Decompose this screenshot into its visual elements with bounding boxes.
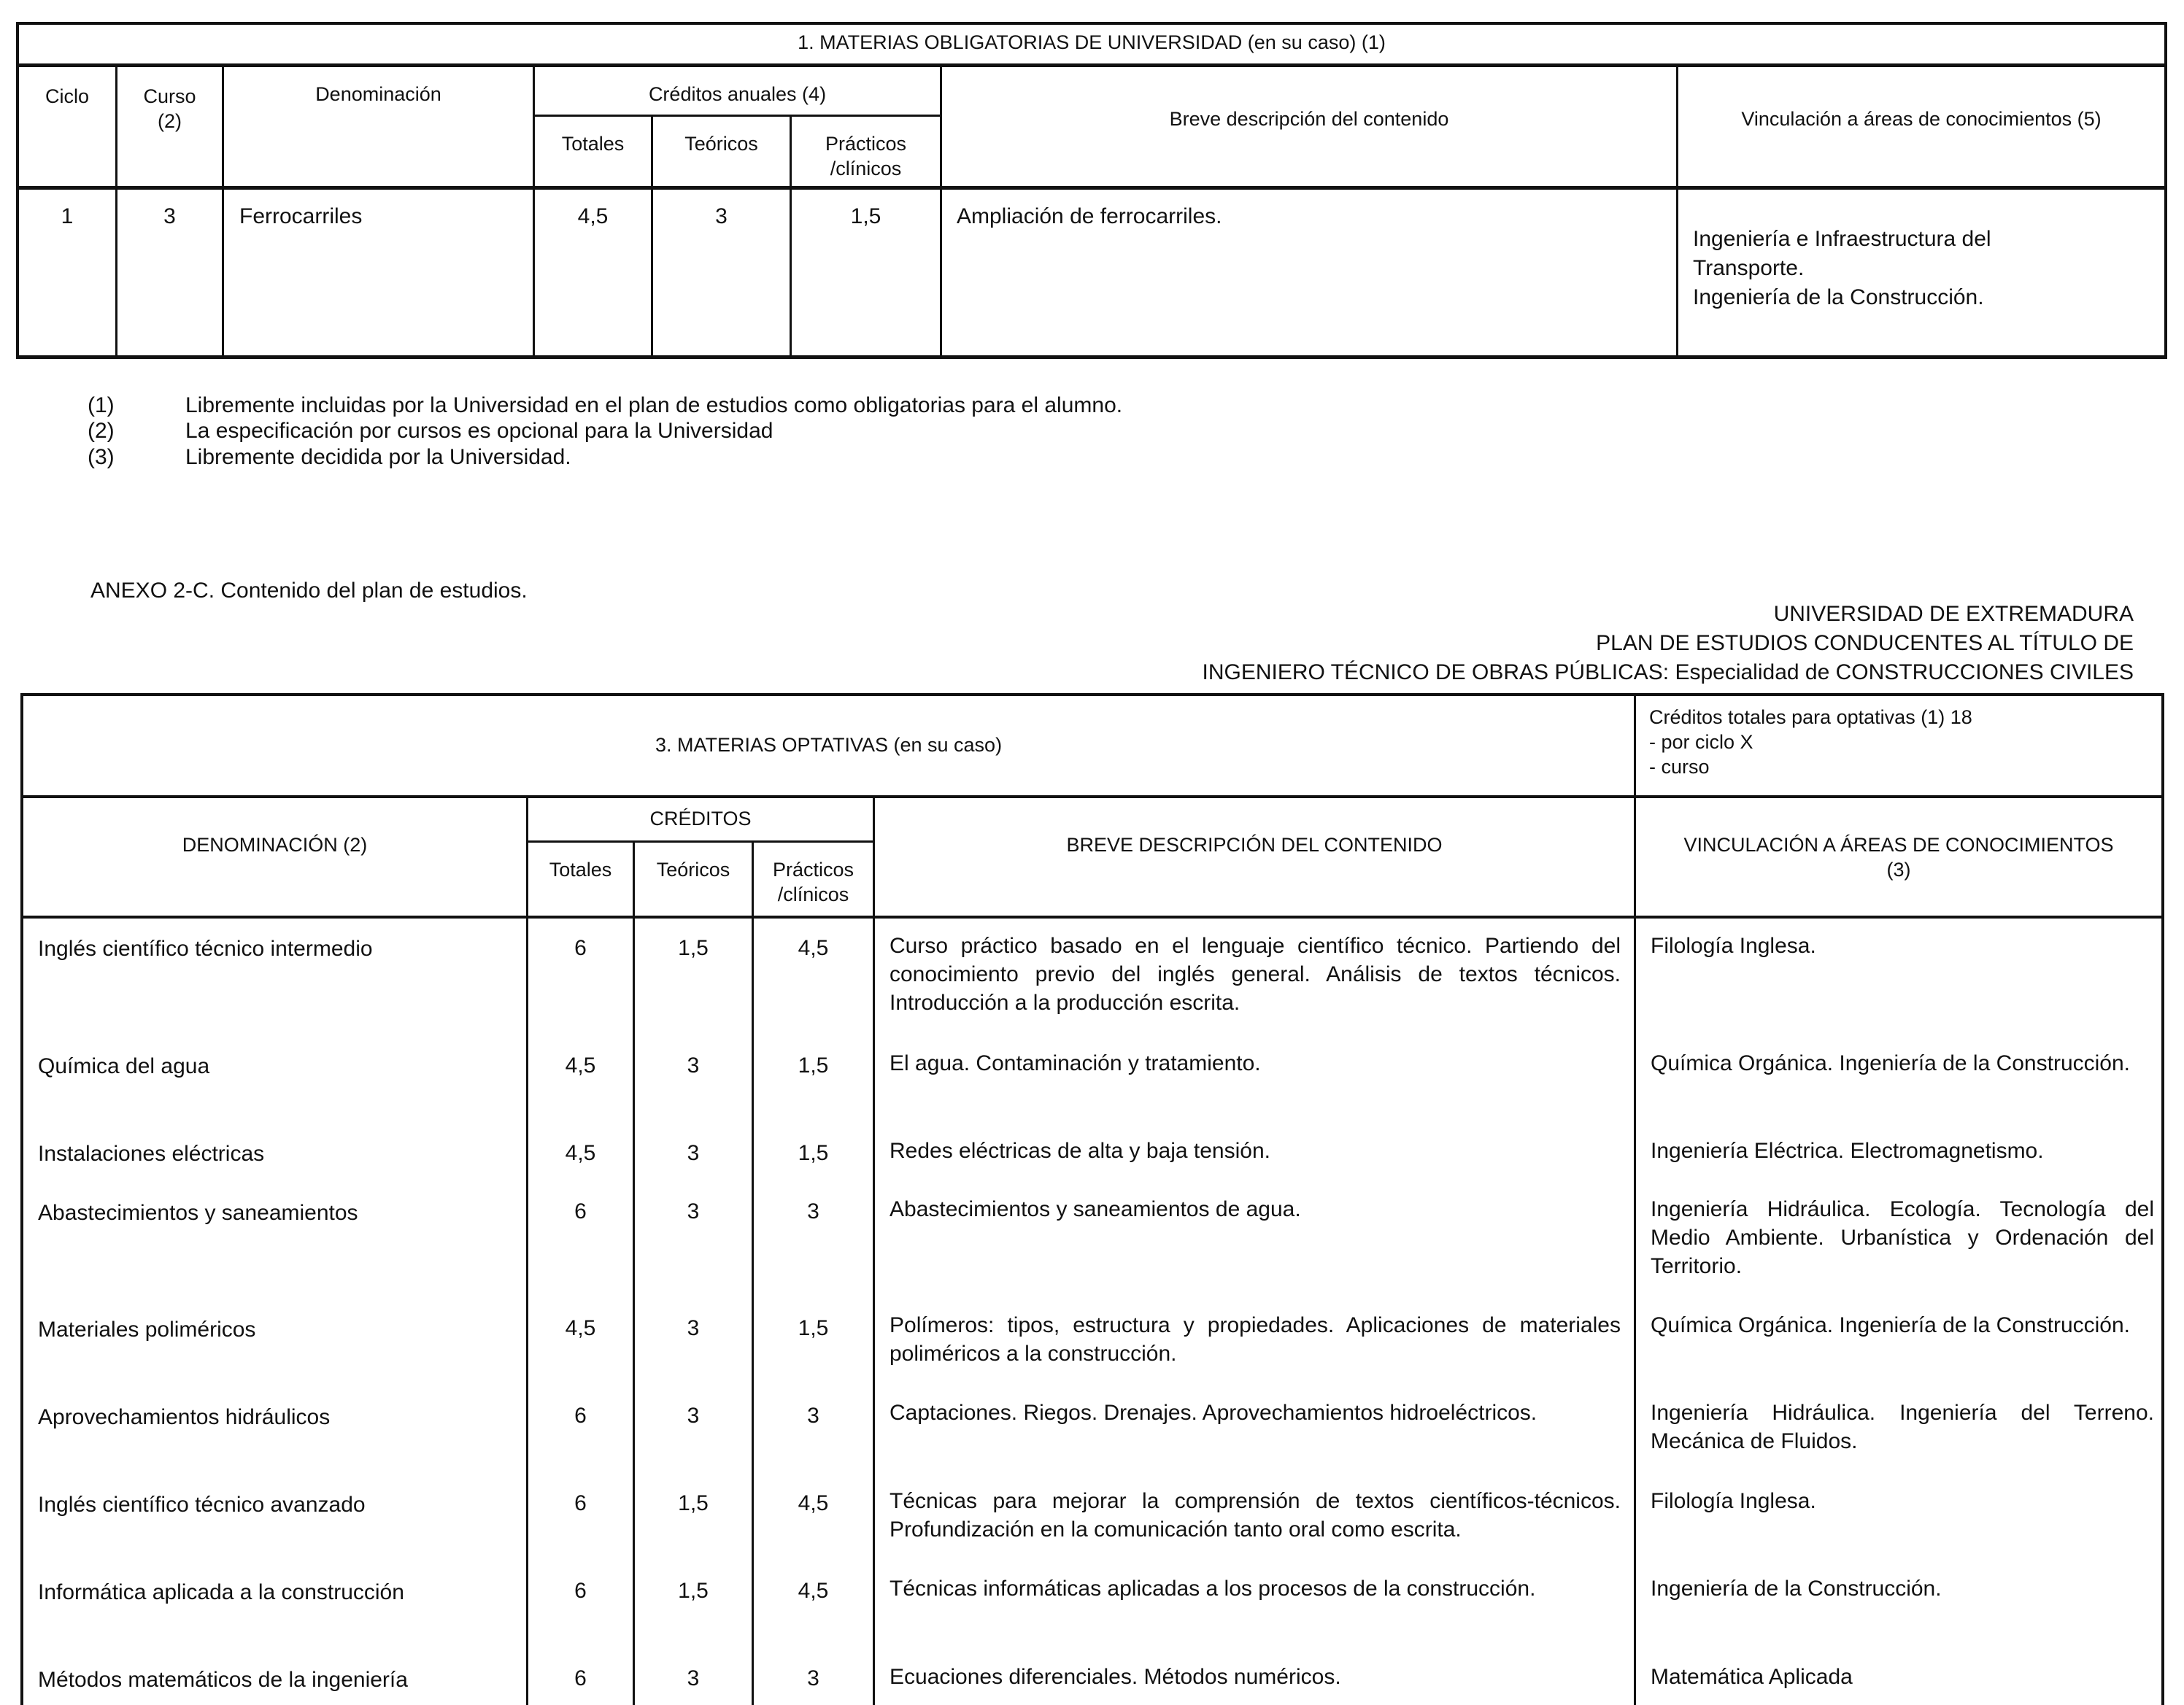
header-line: INGENIERO TÉCNICO DE OBRAS PÚBLICAS: Especialidad de CONSTRUCCIONES CIVILES bbox=[1202, 660, 2134, 684]
table-row-descripcion: Polímeros: tipos, estructura y propiedades. Aplicaciones de materiales poliméricos a la construcción. bbox=[890, 1313, 1621, 1366]
header-practicos-2: /clínicos bbox=[830, 158, 902, 179]
table-row-totales: 6 bbox=[574, 1199, 587, 1223]
table-row-vinculacion: Filología Inglesa. bbox=[1651, 1489, 1816, 1513]
table-row-teoricos: 3 bbox=[687, 1666, 700, 1690]
table-row-practicos: 4,5 bbox=[798, 936, 829, 960]
row-vinculacion-2: Transporte. bbox=[1693, 256, 1805, 280]
table-row-denominacion: Química del agua bbox=[38, 1054, 210, 1078]
row-vinculacion-1: Ingeniería e Infraestructura del bbox=[1693, 227, 1991, 251]
table-row-practicos: 4,5 bbox=[798, 1579, 829, 1603]
table-row-totales: 6 bbox=[574, 1404, 587, 1428]
header-ciclo: Ciclo bbox=[45, 85, 89, 107]
table-row-denominacion: Informática aplicada a la construcción bbox=[38, 1580, 404, 1604]
header-descripcion: Breve descripción del contenido bbox=[1169, 108, 1449, 130]
header-creditos: Créditos anuales (4) bbox=[648, 83, 827, 105]
table-row-vinculacion: Química Orgánica. Ingeniería de la Construcción. bbox=[1651, 1313, 2130, 1337]
table-row-denominacion: Aprovechamientos hidráulicos bbox=[38, 1405, 331, 1429]
footnote-num: (2) bbox=[88, 419, 115, 443]
annex-title: ANEXO 2-C. Contenido del plan de estudios. bbox=[90, 579, 528, 603]
table-row-totales: 6 bbox=[574, 1491, 587, 1515]
table-row-teoricos: 1,5 bbox=[678, 936, 709, 960]
document-header bbox=[1203, 600, 2134, 687]
table-row-teoricos: 3 bbox=[687, 1404, 700, 1428]
table-row-teoricos: 3 bbox=[687, 1316, 700, 1340]
header-vinculacion: VINCULACIÓN A ÁREAS DE CONOCIMIENTOS bbox=[1683, 834, 2114, 856]
table-row-teoricos: 3 bbox=[687, 1053, 700, 1078]
table-row-denominacion: Abastecimientos y saneamientos bbox=[38, 1201, 358, 1225]
header-descripcion: BREVE DESCRIPCIÓN DEL CONTENIDO bbox=[1066, 834, 1443, 856]
table-row-teoricos: 3 bbox=[687, 1199, 700, 1223]
creditos-curso: - curso bbox=[1649, 756, 1710, 778]
table-row-totales: 4,5 bbox=[565, 1316, 596, 1340]
table-row-denominacion: Materiales poliméricos bbox=[38, 1318, 256, 1342]
header-vinculacion-note: (3) bbox=[1886, 859, 1911, 881]
table-row-descripcion: Técnicas informáticas aplicadas a los procesos de la construcción. bbox=[890, 1577, 1536, 1601]
footnote-num: (1) bbox=[88, 393, 115, 417]
header-vinculacion: Vinculación a áreas de conocimientos (5) bbox=[1741, 108, 2102, 130]
footnote-text: Libremente incluidas por la Universidad en el plan de estudios como obligatorias para el alumno. bbox=[185, 393, 1123, 417]
creditos-por-ciclo: - por ciclo X bbox=[1649, 731, 1753, 753]
row-practicos: 1,5 bbox=[850, 204, 881, 228]
header-denominacion: DENOMINACIÓN (2) bbox=[182, 834, 368, 856]
header-totales: Totales bbox=[549, 859, 612, 881]
row-teoricos: 3 bbox=[715, 204, 728, 228]
header-practicos-2: /clínicos bbox=[777, 884, 849, 905]
table-row-teoricos: 1,5 bbox=[678, 1579, 709, 1603]
header-creditos: CRÉDITOS bbox=[649, 808, 752, 830]
header-line: PLAN DE ESTUDIOS CONDUCENTES AL TÍTULO DE bbox=[1596, 631, 2134, 655]
header-line: UNIVERSIDAD DE EXTREMADURA bbox=[1773, 602, 2134, 626]
table-row-vinculacion: Ingeniería Eléctrica. Electromagnetismo. bbox=[1651, 1139, 2044, 1163]
table-row-descripcion: Redes eléctricas de alta y baja tensión. bbox=[890, 1139, 1270, 1163]
footnote-text: Libremente decidida por la Universidad. bbox=[185, 445, 571, 469]
row-denominacion: Ferrocarriles bbox=[239, 204, 363, 228]
table-row-denominacion: Instalaciones eléctricas bbox=[38, 1142, 265, 1166]
table-row-vinculacion: Ingeniería Hidráulica. Ingeniería del Terreno. Mecánica de Fluidos. bbox=[1651, 1401, 2154, 1453]
header-totales: Totales bbox=[561, 133, 625, 155]
footnote-text: La especificación por cursos es opcional para la Universidad bbox=[185, 419, 773, 443]
row-vinculacion-3: Ingeniería de la Construcción. bbox=[1693, 285, 1984, 309]
table-row-descripcion: El agua. Contaminación y tratamiento. bbox=[890, 1051, 1261, 1075]
table-row-vinculacion: Ingeniería de la Construcción. bbox=[1651, 1577, 1942, 1601]
creditos-totales: Créditos totales para optativas (1) 18 bbox=[1649, 706, 1972, 728]
header-curso: Curso bbox=[143, 85, 196, 107]
header-curso-note: (2) bbox=[158, 110, 182, 132]
header-teoricos: Teóricos bbox=[684, 133, 758, 155]
table-row-denominacion: Inglés científico técnico avanzado bbox=[38, 1493, 366, 1517]
table-row-descripcion: Abastecimientos y saneamientos de agua. bbox=[890, 1197, 1301, 1221]
table-row-totales: 4,5 bbox=[565, 1141, 596, 1165]
table-row-practicos: 3 bbox=[807, 1666, 819, 1690]
table-row-practicos: 4,5 bbox=[798, 1491, 829, 1515]
table-row-vinculacion: Ingeniería Hidráulica. Ecología. Tecnología del Medio Ambiente. Urbanística y Ordenación del Territorio. bbox=[1651, 1197, 2154, 1278]
header-teoricos: Teóricos bbox=[656, 859, 730, 881]
table-row-practicos: 1,5 bbox=[798, 1141, 829, 1165]
row-totales: 4,5 bbox=[577, 204, 609, 228]
table-row-descripcion: Captaciones. Riegos. Drenajes. Aprovechamientos hidroeléctricos. bbox=[890, 1401, 1537, 1425]
row-descripcion: Ampliación de ferrocarriles. bbox=[957, 204, 1222, 228]
table-row-teoricos: 1,5 bbox=[678, 1491, 709, 1515]
table-row-denominacion: Métodos matemáticos de la ingeniería bbox=[38, 1668, 408, 1692]
table-row-totales: 6 bbox=[574, 1579, 587, 1603]
table-row-denominacion: Inglés científico técnico intermedio bbox=[38, 937, 373, 961]
header-denominacion: Denominación bbox=[315, 83, 441, 105]
table-row-practicos: 1,5 bbox=[798, 1316, 829, 1340]
table-row-vinculacion: Química Orgánica. Ingeniería de la Construcción. bbox=[1651, 1051, 2130, 1075]
table-row-teoricos: 3 bbox=[687, 1141, 700, 1165]
table-row-totales: 4,5 bbox=[565, 1053, 596, 1078]
table-row-vinculacion: Filología Inglesa. bbox=[1651, 934, 1816, 958]
table3-title: 3. MATERIAS OPTATIVAS (en su caso) bbox=[655, 734, 1003, 756]
table-row-practicos: 3 bbox=[807, 1404, 819, 1428]
table-row-totales: 6 bbox=[574, 1666, 587, 1690]
table-row-totales: 6 bbox=[574, 936, 587, 960]
table-row-practicos: 1,5 bbox=[798, 1053, 829, 1078]
row-ciclo: 1 bbox=[61, 204, 74, 228]
row-curso: 3 bbox=[163, 204, 176, 228]
table-row-descripcion: Curso práctico basado en el lenguaje científico técnico. Partiendo del conocimiento previo del inglés general. Análisis de textos técnicos. Introducción a la producción escrita. bbox=[890, 934, 1621, 1015]
header-practicos: Prácticos bbox=[825, 133, 907, 155]
table-row-descripcion: Ecuaciones diferenciales. Métodos numéricos. bbox=[890, 1665, 1341, 1689]
table-row-practicos: 3 bbox=[807, 1199, 819, 1223]
header-practicos: Prácticos bbox=[772, 859, 854, 881]
table1-title: 1. MATERIAS OBLIGATORIAS DE UNIVERSIDAD (en su caso) (1) bbox=[798, 31, 1386, 53]
table-row-vinculacion: Matemática Aplicada bbox=[1651, 1665, 1853, 1689]
footnote-num: (3) bbox=[88, 445, 115, 469]
table-row-descripcion: Técnicas para mejorar la comprensión de textos científicos-técnicos. Profundización en la comunicación tanto oral como escrita. bbox=[890, 1489, 1621, 1542]
